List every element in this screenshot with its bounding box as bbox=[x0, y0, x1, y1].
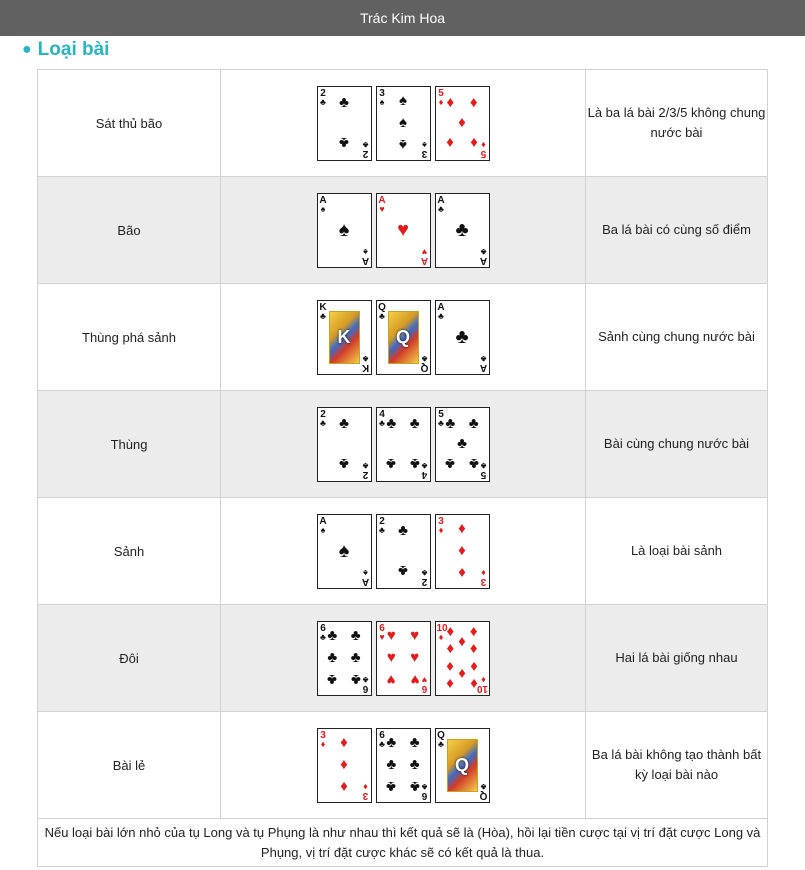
club-icon: ♣ bbox=[327, 627, 338, 645]
heart-icon: ♥ bbox=[379, 631, 385, 642]
card-group bbox=[221, 193, 585, 268]
card-rank: 5 bbox=[480, 147, 486, 159]
club-icon: ♣ bbox=[379, 310, 385, 321]
card-rank: 6 bbox=[421, 789, 427, 801]
card-rank: 5 bbox=[480, 468, 486, 480]
playing-card bbox=[435, 514, 490, 589]
playing-card bbox=[435, 193, 490, 268]
playing-card bbox=[317, 193, 372, 268]
diamond-icon: ♦ bbox=[469, 640, 478, 658]
hand-name: Sát thủ bão bbox=[38, 70, 221, 177]
club-icon: ♣ bbox=[455, 219, 469, 241]
playing-card bbox=[435, 621, 490, 696]
club-icon: ♣ bbox=[457, 435, 467, 452]
card-rank: Q bbox=[378, 301, 386, 313]
diamond-icon: ♦ bbox=[446, 640, 455, 658]
hand-name: Sảnh bbox=[38, 498, 221, 605]
club-icon: ♣ bbox=[339, 93, 349, 111]
club-icon: ♣ bbox=[339, 455, 349, 473]
spade-icon: ♠ bbox=[362, 567, 368, 578]
hand-row bbox=[38, 284, 768, 391]
diamond-icon: ♦ bbox=[446, 622, 455, 640]
diamond-icon: ♦ bbox=[458, 563, 466, 581]
card-index bbox=[319, 196, 328, 214]
spade-icon: ♠ bbox=[379, 96, 385, 107]
hand-rankings-table bbox=[37, 69, 768, 867]
card-rank: A bbox=[319, 194, 327, 206]
card-rank: 3 bbox=[438, 515, 444, 527]
spade-icon: ♠ bbox=[320, 203, 326, 214]
playing-card bbox=[376, 300, 431, 375]
diamond-icon: ♦ bbox=[446, 134, 455, 152]
card-rank: 2 bbox=[320, 87, 326, 99]
card-index bbox=[361, 461, 370, 479]
club-icon: ♣ bbox=[386, 777, 397, 795]
hand-cards-cell bbox=[221, 284, 586, 391]
hand-description: Là ba lá bài 2/3/5 không chung nước bài bbox=[586, 70, 768, 177]
playing-card bbox=[376, 193, 431, 268]
playing-card bbox=[376, 728, 431, 803]
club-icon: ♣ bbox=[386, 455, 397, 473]
card-index bbox=[420, 354, 429, 372]
card-rank: A bbox=[420, 254, 428, 266]
club-icon: ♣ bbox=[409, 734, 420, 752]
card-group bbox=[221, 300, 585, 375]
diamond-icon: ♦ bbox=[480, 139, 486, 150]
card-rank: A bbox=[378, 194, 386, 206]
card-index bbox=[479, 354, 488, 372]
diamond-icon: ♦ bbox=[446, 93, 455, 111]
club-icon: ♣ bbox=[438, 203, 444, 214]
card-index bbox=[437, 196, 446, 214]
card-rank: 2 bbox=[421, 575, 427, 587]
club-icon: ♣ bbox=[320, 96, 326, 107]
playing-card bbox=[435, 86, 490, 161]
card-rank: Q bbox=[479, 789, 487, 801]
club-icon: ♣ bbox=[398, 521, 408, 539]
card-rank: 5 bbox=[438, 408, 444, 420]
card-rank: 6 bbox=[362, 682, 368, 694]
card-group bbox=[221, 514, 585, 589]
heart-icon: ♥ bbox=[379, 203, 385, 214]
hand-description: Ba lá bài có cùng số điểm bbox=[586, 177, 768, 284]
card-index bbox=[479, 568, 488, 586]
club-icon: ♣ bbox=[320, 417, 326, 428]
diamond-icon: ♦ bbox=[340, 734, 348, 752]
playing-card bbox=[317, 86, 372, 161]
diamond-icon: ♦ bbox=[458, 632, 466, 650]
card-index bbox=[437, 303, 446, 321]
club-icon: ♣ bbox=[350, 649, 361, 666]
card-rank: 3 bbox=[362, 789, 368, 801]
card-rank: 5 bbox=[438, 87, 444, 99]
card-index bbox=[361, 782, 370, 800]
card-rank: 6 bbox=[320, 622, 326, 634]
hand-description: Bài cùng chung nước bài bbox=[586, 391, 768, 498]
spade-icon: ♠ bbox=[399, 135, 407, 153]
club-icon: ♣ bbox=[386, 756, 397, 773]
spade-icon: ♠ bbox=[362, 246, 368, 257]
diamond-icon: ♦ bbox=[469, 657, 478, 675]
card-index bbox=[420, 140, 429, 158]
card-index bbox=[361, 140, 370, 158]
club-icon: ♣ bbox=[409, 777, 420, 795]
card-index bbox=[420, 568, 429, 586]
heart-icon: ♥ bbox=[410, 627, 420, 645]
hand-cards-cell bbox=[221, 498, 586, 605]
hand-name: Bão bbox=[38, 177, 221, 284]
club-icon: ♣ bbox=[362, 353, 368, 364]
heart-icon: ♥ bbox=[410, 670, 420, 688]
club-icon: ♣ bbox=[480, 781, 486, 792]
hand-cards-cell bbox=[221, 712, 586, 819]
spade-icon: ♠ bbox=[338, 219, 350, 241]
club-icon: ♣ bbox=[320, 310, 326, 321]
card-index bbox=[361, 568, 370, 586]
club-icon: ♣ bbox=[362, 674, 368, 685]
card-rank: 10 bbox=[436, 622, 448, 634]
heart-icon: ♥ bbox=[421, 674, 427, 685]
heart-icon: ♥ bbox=[410, 649, 420, 666]
club-icon: ♣ bbox=[339, 134, 349, 152]
club-icon: ♣ bbox=[438, 738, 444, 749]
hand-row bbox=[38, 712, 768, 819]
club-icon: ♣ bbox=[468, 414, 479, 432]
card-index bbox=[378, 303, 387, 321]
club-icon: ♣ bbox=[320, 631, 326, 642]
card-index bbox=[479, 247, 488, 265]
card-rank: K bbox=[319, 301, 327, 313]
club-icon: ♣ bbox=[339, 414, 349, 432]
card-rank: 3 bbox=[379, 87, 385, 99]
card-index bbox=[319, 303, 328, 321]
card-index bbox=[319, 731, 328, 749]
heart-icon: ♥ bbox=[421, 246, 427, 257]
club-icon: ♣ bbox=[421, 460, 427, 471]
card-group bbox=[221, 728, 585, 803]
card-index bbox=[378, 89, 387, 107]
club-icon: ♣ bbox=[445, 455, 456, 473]
hand-name: Thùng bbox=[38, 391, 221, 498]
spade-icon: ♠ bbox=[399, 114, 407, 131]
club-icon: ♣ bbox=[438, 310, 444, 321]
card-index bbox=[437, 731, 446, 749]
hand-name: Bài lẻ bbox=[38, 712, 221, 819]
card-rank: A bbox=[361, 575, 369, 587]
club-icon: ♣ bbox=[455, 326, 469, 348]
club-icon: ♣ bbox=[386, 734, 397, 752]
hand-cards-cell bbox=[221, 605, 586, 712]
club-icon: ♣ bbox=[438, 417, 444, 428]
spade-icon: ♠ bbox=[338, 540, 350, 562]
card-rank: 2 bbox=[320, 408, 326, 420]
diamond-icon: ♦ bbox=[469, 675, 478, 693]
hand-row bbox=[38, 605, 768, 712]
card-rank: 6 bbox=[379, 622, 385, 634]
window-title: Trác Kim Hoa bbox=[359, 10, 446, 26]
diamond-icon: ♦ bbox=[438, 631, 444, 642]
playing-card bbox=[435, 300, 490, 375]
card-rank: A bbox=[437, 194, 445, 206]
hand-cards-cell bbox=[221, 70, 586, 177]
card-rank: 3 bbox=[480, 575, 486, 587]
club-icon: ♣ bbox=[379, 738, 385, 749]
hand-description: Hai lá bài giống nhau bbox=[586, 605, 768, 712]
diamond-icon: ♦ bbox=[458, 665, 466, 683]
hand-description: Là loại bài sảnh bbox=[586, 498, 768, 605]
card-rank: 2 bbox=[362, 468, 368, 480]
club-icon: ♣ bbox=[350, 670, 361, 688]
heart-icon: ♥ bbox=[386, 627, 396, 645]
title-bar bbox=[0, 0, 805, 36]
club-icon: ♣ bbox=[409, 756, 420, 773]
playing-card bbox=[376, 407, 431, 482]
diamond-icon: ♦ bbox=[480, 674, 486, 685]
spade-icon: ♠ bbox=[421, 139, 427, 150]
diamond-icon: ♦ bbox=[469, 134, 478, 152]
diamond-icon: ♦ bbox=[438, 96, 444, 107]
playing-card bbox=[435, 728, 490, 803]
card-rank: Q bbox=[420, 361, 428, 373]
club-icon: ♣ bbox=[379, 417, 385, 428]
hand-row bbox=[38, 177, 768, 284]
card-rank: 4 bbox=[379, 408, 385, 420]
card-index bbox=[319, 410, 328, 428]
tie-note: Nếu loại bài lớn nhỏ của tụ Long và tụ Phụng là như nhau thì kết quả sẽ là (Hòa), hồi lại tiền cược tại vị trí đặt cược Long và Phụng, vị trí đặt cược khác sẽ có kết quả là thua. bbox=[38, 819, 768, 867]
hand-row bbox=[38, 498, 768, 605]
card-index bbox=[361, 247, 370, 265]
card-index bbox=[479, 782, 488, 800]
playing-card bbox=[376, 86, 431, 161]
card-rank: A bbox=[319, 515, 327, 527]
bullet-icon: ● bbox=[22, 41, 32, 58]
playing-card bbox=[317, 514, 372, 589]
diamond-icon: ♦ bbox=[446, 675, 455, 693]
hand-row bbox=[38, 70, 768, 177]
diamond-icon: ♦ bbox=[458, 542, 466, 559]
card-group bbox=[221, 86, 585, 161]
section-header bbox=[22, 38, 805, 62]
heart-icon: ♥ bbox=[386, 649, 396, 666]
club-icon: ♣ bbox=[480, 460, 486, 471]
face-card-art: Q bbox=[447, 739, 478, 792]
playing-card bbox=[317, 407, 372, 482]
card-group bbox=[221, 621, 585, 696]
playing-card bbox=[376, 621, 431, 696]
card-rank: A bbox=[437, 301, 445, 313]
playing-card bbox=[317, 621, 372, 696]
heart-icon: ♥ bbox=[397, 219, 409, 241]
playing-card bbox=[317, 300, 372, 375]
hand-name: Thùng phá sảnh bbox=[38, 284, 221, 391]
club-icon: ♣ bbox=[468, 455, 479, 473]
diamond-icon: ♦ bbox=[480, 567, 486, 578]
card-rank: 3 bbox=[421, 147, 427, 159]
card-rank: 10 bbox=[476, 682, 488, 694]
playing-card bbox=[435, 407, 490, 482]
hand-row bbox=[38, 391, 768, 498]
club-icon: ♣ bbox=[445, 414, 456, 432]
diamond-icon: ♦ bbox=[362, 781, 368, 792]
card-index bbox=[378, 517, 387, 535]
card-rank: A bbox=[479, 361, 487, 373]
diamond-icon: ♦ bbox=[458, 520, 466, 538]
playing-card bbox=[376, 514, 431, 589]
club-icon: ♣ bbox=[362, 460, 368, 471]
card-index bbox=[361, 354, 370, 372]
heart-icon: ♥ bbox=[386, 670, 396, 688]
card-rank: A bbox=[361, 254, 369, 266]
card-index bbox=[420, 247, 429, 265]
diamond-icon: ♦ bbox=[320, 738, 326, 749]
card-group bbox=[221, 407, 585, 482]
club-icon: ♣ bbox=[386, 414, 397, 432]
diamond-icon: ♦ bbox=[469, 622, 478, 640]
card-rank: 6 bbox=[379, 729, 385, 741]
club-icon: ♣ bbox=[379, 524, 385, 535]
face-card-art: K bbox=[329, 311, 360, 364]
club-icon: ♣ bbox=[327, 670, 338, 688]
diamond-icon: ♦ bbox=[446, 657, 455, 675]
card-index bbox=[437, 517, 446, 535]
hand-description: Sảnh cùng chung nước bài bbox=[586, 284, 768, 391]
club-icon: ♣ bbox=[421, 781, 427, 792]
club-icon: ♣ bbox=[409, 455, 420, 473]
club-icon: ♣ bbox=[421, 567, 427, 578]
card-index bbox=[319, 517, 328, 535]
club-icon: ♣ bbox=[327, 649, 338, 666]
card-rank: 6 bbox=[421, 682, 427, 694]
spade-icon: ♠ bbox=[320, 524, 326, 535]
club-icon: ♣ bbox=[362, 139, 368, 150]
card-rank: A bbox=[479, 254, 487, 266]
club-icon: ♣ bbox=[480, 353, 486, 364]
hand-description: Ba lá bài không tạo thành bất kỳ loại bài nào bbox=[586, 712, 768, 819]
face-card-art: Q bbox=[388, 311, 419, 364]
card-rank: 4 bbox=[421, 468, 427, 480]
card-index bbox=[319, 89, 328, 107]
diamond-icon: ♦ bbox=[340, 756, 348, 773]
hand-cards-cell bbox=[221, 391, 586, 498]
card-rank: Q bbox=[437, 729, 445, 741]
club-icon: ♣ bbox=[398, 562, 408, 580]
section-title: Loại bài bbox=[37, 39, 110, 60]
spade-icon: ♠ bbox=[399, 92, 407, 110]
card-rank: K bbox=[361, 361, 369, 373]
club-icon: ♣ bbox=[409, 414, 420, 432]
diamond-icon: ♦ bbox=[438, 524, 444, 535]
card-rank: 2 bbox=[379, 515, 385, 527]
hand-cards-cell bbox=[221, 177, 586, 284]
club-icon: ♣ bbox=[350, 627, 361, 645]
hand-name: Đôi bbox=[38, 605, 221, 712]
card-rank: 2 bbox=[362, 147, 368, 159]
club-icon: ♣ bbox=[421, 353, 427, 364]
club-icon: ♣ bbox=[480, 246, 486, 257]
playing-card bbox=[317, 728, 372, 803]
diamond-icon: ♦ bbox=[458, 114, 466, 131]
diamond-icon: ♦ bbox=[340, 777, 348, 795]
diamond-icon: ♦ bbox=[469, 93, 478, 111]
card-index bbox=[378, 196, 387, 214]
card-rank: 3 bbox=[320, 729, 326, 741]
